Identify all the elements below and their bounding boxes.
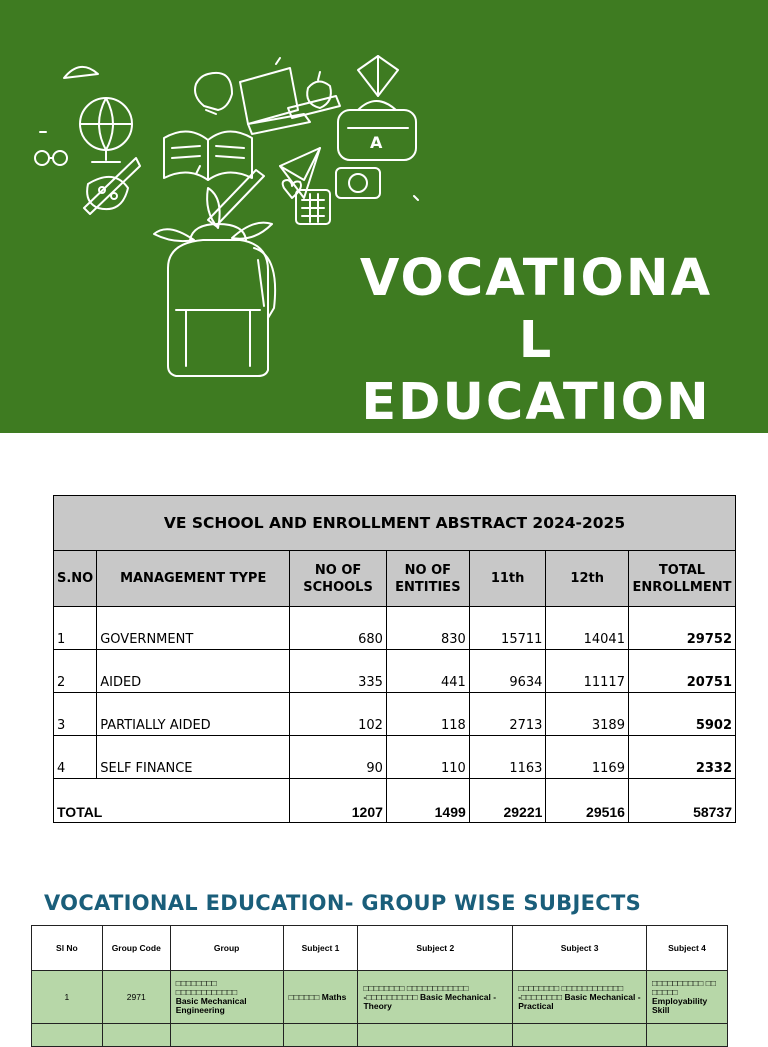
table-title: VE SCHOOL AND ENROLLMENT ABSTRACT 2024-2025	[54, 496, 736, 551]
title-line-2: L	[518, 311, 554, 370]
cell-sno: 4	[54, 736, 97, 779]
cell-subject-3	[513, 971, 647, 1024]
header-group: Group	[170, 926, 283, 971]
subject-1-native: □□□□□□	[288, 991, 320, 1002]
header-subject-2: Subject 2	[358, 926, 513, 971]
header-no-of-schools: NO OF SCHOOLS	[290, 551, 387, 607]
cell-12th: 3189	[546, 693, 629, 736]
section-heading: VOCATIONAL EDUCATION- GROUP WISE SUBJECTS	[44, 891, 642, 915]
header-11th: 11th	[469, 551, 546, 607]
header-group-code: Group Code	[102, 926, 170, 971]
cell-11th: 15711	[469, 607, 546, 650]
cell-entities: 830	[386, 607, 469, 650]
school-bag-icon	[338, 101, 416, 160]
page-title	[350, 248, 722, 434]
open-book-icon	[164, 131, 252, 180]
cell-11th: 1163	[469, 736, 546, 779]
header-sno: S.NO	[54, 551, 97, 607]
cell-schools: 680	[290, 607, 387, 650]
table-row	[54, 693, 736, 736]
cell-management-type: AIDED	[97, 650, 290, 693]
group-subjects-table	[31, 925, 728, 1047]
totals-label: TOTAL	[54, 779, 290, 823]
cell-11th: 2713	[469, 693, 546, 736]
total-entities: 1499	[386, 779, 469, 823]
total-schools: 1207	[290, 779, 387, 823]
palette-icon	[87, 177, 128, 209]
header-no-of-entities: NO OF ENTITIES	[386, 551, 469, 607]
cell-total-enrollment: 20751	[628, 650, 735, 693]
protractor-icon	[64, 67, 98, 78]
subject-4-name: Employability Skill	[652, 996, 708, 1015]
laptop-icon	[240, 68, 310, 134]
subject-1-name: Maths	[321, 991, 347, 1002]
cell-subject-1	[283, 971, 358, 1024]
apple-icon	[307, 72, 331, 108]
title-banner	[0, 0, 768, 433]
cell-management-type: GOVERNMENT	[97, 607, 290, 650]
cell-group-code: 2971	[102, 971, 170, 1024]
cell-12th: 11117	[546, 650, 629, 693]
cell-schools: 102	[290, 693, 387, 736]
enrollment-abstract-table	[53, 495, 736, 823]
cell-schools: 90	[290, 736, 387, 779]
cell-entities: 118	[386, 693, 469, 736]
header-sl-no: Sl No	[32, 926, 103, 971]
title-line-1: VOCATIONA	[359, 249, 713, 308]
cell-total-enrollment: 5902	[628, 693, 735, 736]
cell-total-enrollment: 2332	[628, 736, 735, 779]
subject-2-name: Basic Mechanical - Theory	[363, 991, 497, 1011]
cell-management-type: PARTIALLY AIDED	[97, 693, 290, 736]
group-name: Basic Mechanical Engineering	[175, 996, 247, 1015]
total-11th: 29221	[469, 779, 546, 823]
globe-icon	[80, 98, 132, 162]
glasses-icon	[35, 151, 67, 165]
total-enrollment: 58737	[628, 779, 735, 823]
backpack-icon	[168, 224, 275, 376]
light-bulb-icon	[195, 73, 232, 114]
table-row	[32, 1024, 728, 1047]
cell-12th: 14041	[546, 607, 629, 650]
cell-sno: 2	[54, 650, 97, 693]
header-subject-4: Subject 4	[647, 926, 728, 971]
cell-subject-2	[358, 971, 513, 1024]
cell-total-enrollment: 29752	[628, 607, 735, 650]
totals-row	[54, 779, 736, 823]
cell-sno: 3	[54, 693, 97, 736]
paper-boat-icon	[358, 56, 398, 96]
table-row	[32, 971, 728, 1024]
subject-4-native: □□□□□□□□□□ □□ □□□□□	[652, 978, 716, 997]
table-row	[54, 736, 736, 779]
camera-icon	[336, 168, 380, 198]
table-row	[54, 607, 736, 650]
cell-12th: 1169	[546, 736, 629, 779]
header-subject-3: Subject 3	[513, 926, 647, 971]
header-total-enrollment: TOTAL ENROLLMENT	[628, 551, 735, 607]
header-subject-1: Subject 1	[283, 926, 358, 971]
subject-2-native: □□□□□□□□ □□□□□□□□□□□□ -□□□□□□□□□□	[363, 982, 469, 1002]
header-12th: 12th	[546, 551, 629, 607]
cell-entities: 441	[386, 650, 469, 693]
total-12th: 29516	[546, 779, 629, 823]
cell-management-type: SELF FINANCE	[97, 736, 290, 779]
cell-subject-4	[647, 971, 728, 1024]
table-row	[54, 650, 736, 693]
svg-text:A: A	[370, 133, 383, 152]
cell-sl-no: 1	[32, 971, 103, 1024]
pencil-icon	[84, 96, 340, 226]
subject-3-native: □□□□□□□□ □□□□□□□□□□□□ -□□□□□□□□	[518, 982, 624, 1002]
cell-entities: 110	[386, 736, 469, 779]
group-native-name: □□□□□□□□ □□□□□□□□□□□□	[175, 978, 238, 997]
cell-group	[170, 971, 283, 1024]
cell-sno: 1	[54, 607, 97, 650]
header-management-type: MANAGEMENT TYPE	[97, 551, 290, 607]
title-line-3: EDUCATION	[361, 373, 711, 432]
subject-3-name: Basic Mechanical - Practical	[518, 991, 641, 1011]
cell-11th: 9634	[469, 650, 546, 693]
cell-schools: 335	[290, 650, 387, 693]
